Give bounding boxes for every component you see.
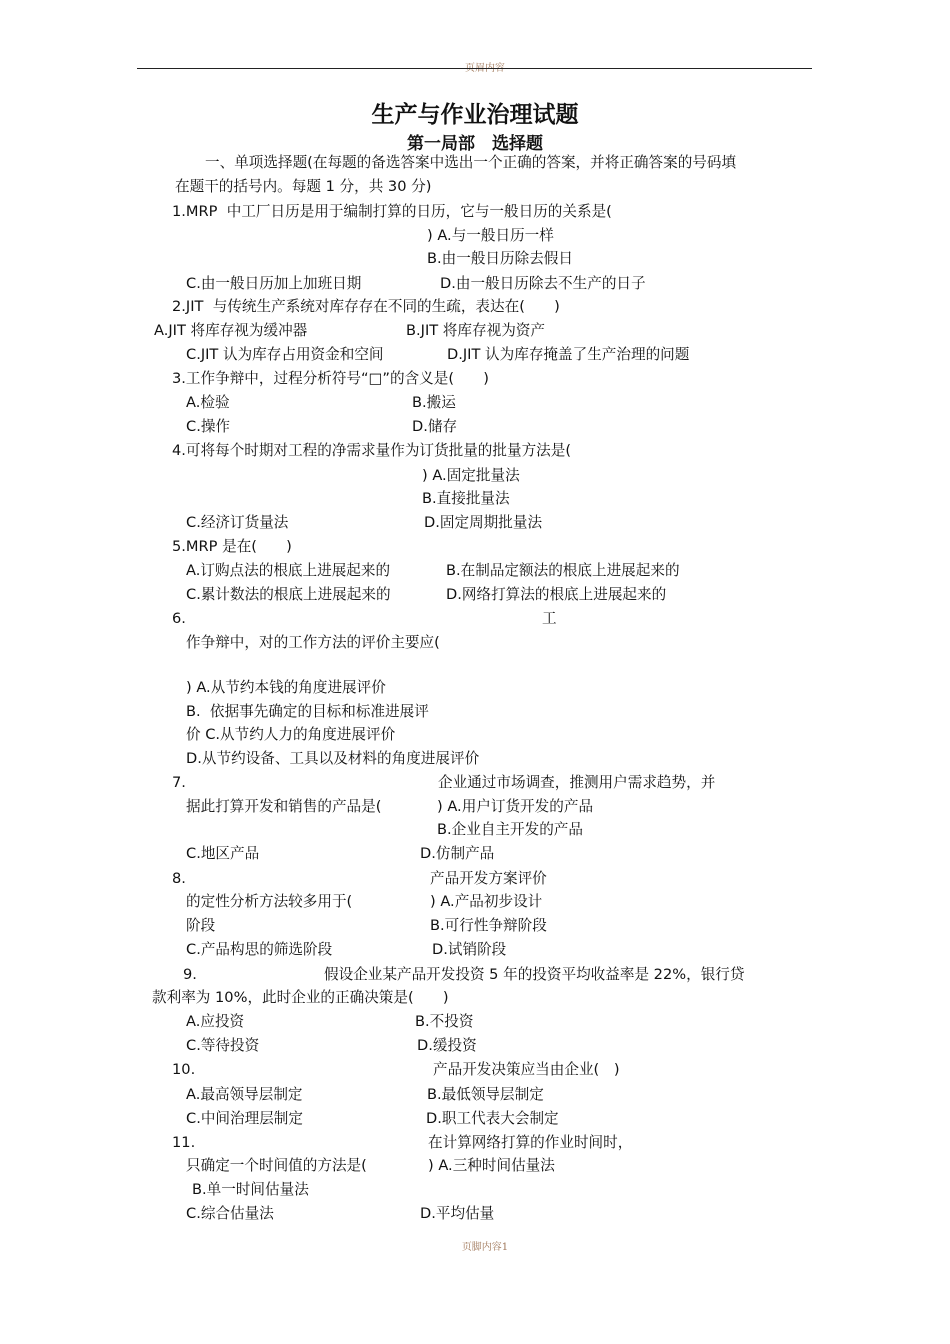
text-line: B.在制品定额法的根底上进展起来的 (446, 562, 680, 579)
text-line: C.JIT 认为库存占用资金和空间 (186, 346, 384, 363)
text-line: 6. (172, 610, 186, 627)
text-line: B.不投资 (415, 1013, 474, 1030)
text-line: ) A.与一般日历一样 (427, 227, 554, 244)
text-line: 一、单项选择题(在每题的备选答案中选出一个正确的答案，并将正确答案的号码填 (205, 154, 737, 171)
text-line: A.最高领导层制定 (186, 1086, 303, 1103)
text-line: 作争辩中，对的工作方法的评价主要应( (186, 634, 440, 651)
text-line: 5.MRP 是在( ) (172, 538, 292, 555)
text-line: A.订购点法的根底上进展起来的 (186, 562, 391, 579)
text-line: C.等待投资 (186, 1037, 260, 1054)
text-line: ) A.用户订货开发的产品 (437, 798, 594, 815)
text-line: D.仿制产品 (420, 845, 495, 862)
text-line: 价 C.从节约人力的角度进展评价 (186, 726, 396, 743)
text-line: D.JIT 认为库存掩盖了生产治理的问题 (447, 346, 690, 363)
text-line: B.单一时间估量法 (192, 1181, 309, 1198)
text-line: A.JIT 将库存视为缓冲器 (154, 322, 308, 339)
text-line: B.可行性争辩阶段 (430, 917, 547, 934)
text-line: C.中间治理层制定 (186, 1110, 303, 1127)
text-line: D.职工代表大会制定 (426, 1110, 559, 1127)
section-title: 第一局部 选择题 (407, 134, 543, 154)
text-line: 3.工作争辩中，过程分析符号“□”的含义是( ) (172, 370, 489, 387)
text-line: D.从节约设备、工具以及材料的角度进展评价 (186, 750, 480, 767)
text-line: 8. (172, 870, 186, 887)
text-line: B. 依据事先确定的目标和标准进展评 (186, 703, 429, 720)
text-line: 工 (542, 610, 557, 627)
text-line: B.企业自主开发的产品 (437, 821, 583, 838)
text-line: C.综合估量法 (186, 1205, 274, 1222)
text-line: D.网络打算法的根底上进展起来的 (446, 586, 667, 603)
text-line: 产品开发方案评价 (430, 870, 547, 887)
text-line: 的定性分析方法较多用于( (186, 893, 353, 910)
text-line: B.最低领导层制定 (427, 1086, 544, 1103)
text-line: D.由一般日历除去不生产的日子 (440, 275, 646, 292)
text-line: C.累计数法的根底上进展起来的 (186, 586, 391, 603)
text-line: A.应投资 (186, 1013, 245, 1030)
text-line: 1.MRP 中工厂日历是用于编制打算的日历，它与一般日历的关系是( (172, 203, 612, 220)
text-line: D.试销阶段 (432, 941, 507, 958)
text-line: C.由一般日历加上加班日期 (186, 275, 362, 292)
text-line: ) A.三种时间估量法 (428, 1157, 555, 1174)
text-line: 据此打算开发和销售的产品是( (186, 798, 382, 815)
text-line: B.搬运 (412, 394, 456, 411)
text-line: B.直接批量法 (422, 490, 510, 507)
text-line: 产品开发决策应当由企业( ) (433, 1061, 620, 1078)
text-line: 9. (183, 966, 197, 983)
text-line: C.经济订货量法 (186, 514, 289, 531)
text-line: C.产品构思的筛选阶段 (186, 941, 333, 958)
text-line: B.JIT 将库存视为资产 (406, 322, 545, 339)
text-line: D.储存 (412, 418, 458, 435)
page-footer: 页脚内容1 (461, 1242, 509, 1253)
text-line: 只确定一个时间值的方法是( (186, 1157, 367, 1174)
text-line: 在计算网络打算的作业时间时， (428, 1134, 633, 1151)
header-rule (137, 68, 812, 69)
page-header: 页眉内容 (465, 63, 505, 74)
text-line: C.地区产品 (186, 845, 260, 862)
text-line: D.缓投资 (417, 1037, 477, 1054)
text-line: D.平均估量 (420, 1205, 495, 1222)
text-line: 10. (172, 1061, 196, 1078)
text-line: ) A.固定批量法 (422, 467, 520, 484)
text-line: 阶段 (186, 917, 216, 934)
text-line: B.由一般日历除去假日 (427, 250, 573, 267)
text-line: 11. (172, 1134, 196, 1151)
text-line: 企业通过市场调查，推测用户需求趋势，并 (438, 774, 716, 791)
text-line: C.操作 (186, 418, 231, 435)
text-line: ) A.从节约本钱的角度进展评价 (186, 679, 386, 696)
text-line: 7. (172, 774, 186, 791)
text-line: ) A.产品初步设计 (430, 893, 543, 910)
text-line: 2.JIT 与传统生产系统对库存存在不同的生疏，表达在( ) (172, 298, 560, 315)
text-line: 4.可将每个时期对工程的净需求量作为订货批量的批量方法是( (172, 442, 572, 459)
text-line: 款利率为 10%，此时企业的正确决策是( ) (152, 989, 449, 1006)
document-title: 生产与作业治理试题 (371, 102, 579, 128)
text-line: A.检验 (186, 394, 230, 411)
text-line: 假设企业某产品开发投资 5 年的投资平均收益率是 22%，银行贷 (324, 966, 745, 983)
text-line: D.固定周期批量法 (424, 514, 543, 531)
text-line: 在题干的括号内。每题 1 分，共 30 分) (175, 178, 432, 195)
